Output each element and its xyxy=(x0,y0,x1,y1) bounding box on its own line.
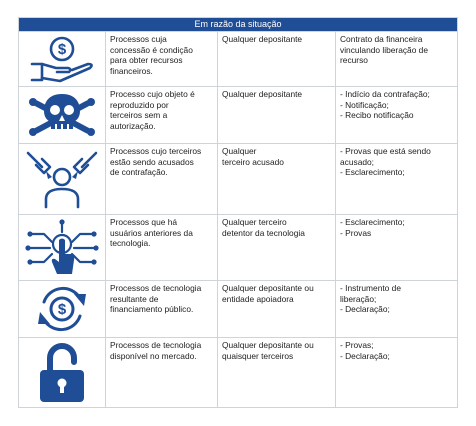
table-row xyxy=(19,337,457,407)
process-cell: Processos cujo terceiros estão sendo acusados de contrafação. xyxy=(105,144,217,214)
svg-text:$: $ xyxy=(57,301,67,318)
process-cell: Processos que há usuários anteriores da tecnologia. xyxy=(105,215,217,280)
process-cell: Processo cujo objeto é reproduzido por terceiros sem a autorização. xyxy=(105,87,217,143)
money-cycle-icon xyxy=(19,281,105,337)
skull-crossbones-icon xyxy=(19,87,105,143)
table-row xyxy=(19,280,457,337)
svg-text:$: $ xyxy=(57,41,67,58)
table-row xyxy=(19,31,457,86)
touch-technology-icon xyxy=(19,215,105,280)
applicant-cell: Qualquer depositante ou entidade apoiadora xyxy=(217,281,335,337)
documents-cell: - Instrumento de liberação; - Declaração; xyxy=(335,281,457,337)
applicant-cell: Qualquer depositante ou quaisquer terceiros xyxy=(217,338,335,407)
documents-cell: - Indício da contrafação; - Notificação; - Recibo notificação xyxy=(335,87,457,143)
documents-cell: - Provas que está sendo acusado; - Esclarecimento; xyxy=(335,144,457,214)
table-header: Em razão da situação xyxy=(19,18,457,31)
accused-person-icon xyxy=(19,144,105,214)
applicant-cell: Qualquer terceiro acusado xyxy=(217,144,335,214)
applicant-cell: Qualquer depositante xyxy=(217,32,335,86)
table-row xyxy=(19,143,457,214)
documents-cell: - Provas; - Declaração; xyxy=(335,338,457,407)
open-padlock-icon xyxy=(19,338,105,407)
situation-table xyxy=(18,17,458,408)
process-cell: Processos de tecnologia resultante de financiamento público. xyxy=(105,281,217,337)
documents-cell: - Esclarecimento; - Provas xyxy=(335,215,457,280)
process-cell: Processos de tecnologia disponível no mercado. xyxy=(105,338,217,407)
applicant-cell: Qualquer terceiro detentor da tecnologia xyxy=(217,215,335,280)
table-row xyxy=(19,86,457,143)
table-row xyxy=(19,214,457,280)
documents-cell: Contrato da financeira vinculando liberação de recurso xyxy=(335,32,457,86)
process-cell: Processos cuja concessão é condição para obter recursos financeiros. xyxy=(105,32,217,86)
money-hand-icon xyxy=(19,32,105,86)
applicant-cell: Qualquer depositante xyxy=(217,87,335,143)
